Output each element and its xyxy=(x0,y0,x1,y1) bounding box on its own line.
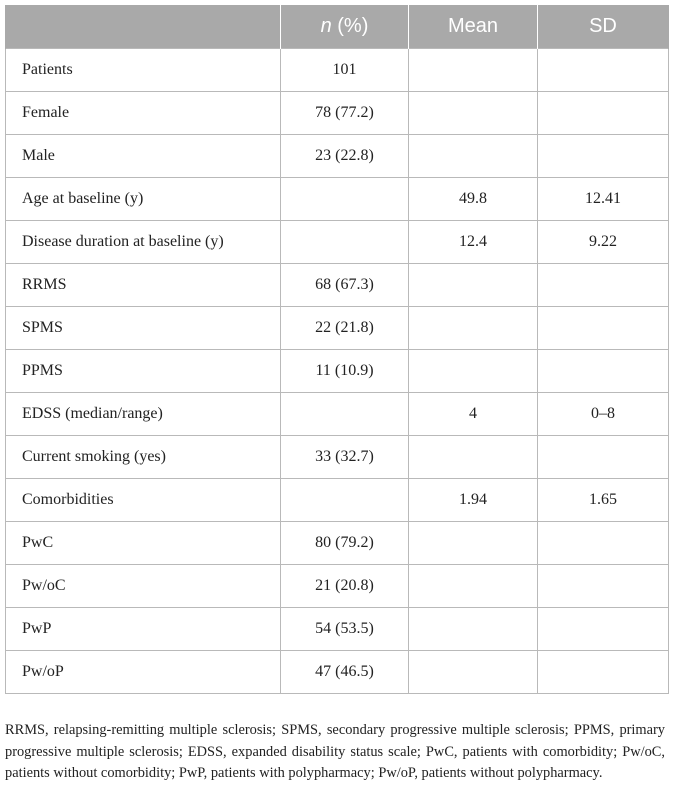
cell-mean: 1.94 xyxy=(409,479,538,522)
cell-mean: 12.4 xyxy=(409,221,538,264)
table-row xyxy=(6,522,669,565)
table-row xyxy=(6,393,669,436)
cell-mean xyxy=(409,651,538,694)
header-n-percent xyxy=(281,5,409,49)
table-header xyxy=(6,5,669,49)
cell-mean: 4 xyxy=(409,393,538,436)
row-label: Comorbidities xyxy=(6,479,281,522)
header-percent: (%) xyxy=(331,15,369,37)
cell-sd: 9.22 xyxy=(538,221,669,264)
row-label: EDSS (median/range) xyxy=(6,393,281,436)
cell-mean xyxy=(409,522,538,565)
cell-sd: 0–8 xyxy=(538,393,669,436)
row-label: SPMS xyxy=(6,307,281,350)
cell-mean xyxy=(409,436,538,479)
table-row xyxy=(6,651,669,694)
cell-sd xyxy=(538,522,669,565)
cell-mean xyxy=(409,264,538,307)
row-label: PPMS xyxy=(6,350,281,393)
cell-sd xyxy=(538,565,669,608)
cell-n: 54 (53.5) xyxy=(281,608,409,651)
cell-n xyxy=(281,221,409,264)
table-row xyxy=(6,307,669,350)
cell-sd: 1.65 xyxy=(538,479,669,522)
cell-mean xyxy=(409,135,538,178)
cell-n: 80 (79.2) xyxy=(281,522,409,565)
cell-mean xyxy=(409,307,538,350)
cell-mean xyxy=(409,608,538,651)
table-row xyxy=(6,92,669,135)
cell-n: 33 (32.7) xyxy=(281,436,409,479)
cell-n: 101 xyxy=(281,49,409,92)
row-label: Pw/oC xyxy=(6,565,281,608)
cell-n xyxy=(281,393,409,436)
patient-characteristics-table xyxy=(5,5,669,694)
cell-sd xyxy=(538,436,669,479)
cell-n: 22 (21.8) xyxy=(281,307,409,350)
cell-mean xyxy=(409,350,538,393)
cell-n: 21 (20.8) xyxy=(281,565,409,608)
cell-sd xyxy=(538,307,669,350)
row-label: Age at baseline (y) xyxy=(6,178,281,221)
row-label: Disease duration at baseline (y) xyxy=(6,221,281,264)
row-label: Male xyxy=(6,135,281,178)
row-label: Pw/oP xyxy=(6,651,281,694)
cell-n xyxy=(281,479,409,522)
cell-n xyxy=(281,178,409,221)
row-label: PwP xyxy=(6,608,281,651)
cell-sd xyxy=(538,135,669,178)
table-row xyxy=(6,135,669,178)
cell-sd xyxy=(538,350,669,393)
header-mean: Mean xyxy=(409,5,538,49)
cell-sd xyxy=(538,264,669,307)
header-n-italic: n xyxy=(320,15,332,37)
cell-sd: 12.41 xyxy=(538,178,669,221)
header-label-column xyxy=(6,5,281,49)
table-row xyxy=(6,178,669,221)
header-row xyxy=(6,5,669,49)
cell-n: 68 (67.3) xyxy=(281,264,409,307)
cell-n: 11 (10.9) xyxy=(281,350,409,393)
cell-sd xyxy=(538,608,669,651)
table-row xyxy=(6,565,669,608)
cell-sd xyxy=(538,651,669,694)
table-row xyxy=(6,350,669,393)
cell-sd xyxy=(538,49,669,92)
table-row xyxy=(6,264,669,307)
row-label: Female xyxy=(6,92,281,135)
cell-mean xyxy=(409,565,538,608)
table-row xyxy=(6,479,669,522)
row-label: Current smoking (yes) xyxy=(6,436,281,479)
header-sd: SD xyxy=(538,5,669,49)
table-body xyxy=(6,49,669,694)
row-label: PwC xyxy=(6,522,281,565)
row-label: Patients xyxy=(6,49,281,92)
row-label: RRMS xyxy=(6,264,281,307)
table-footnote: RRMS, relapsing-remitting multiple sclerosis; SPMS, secondary progressive multiple sclerosis; PPMS, primary progressive multiple sclerosis; EDSS, expanded disability status scale; PwC, patients with comorbidity; Pw/oC, patients without comorbidity; PwP, patients with polypharmacy; Pw/oP, patients without polypharmacy. xyxy=(5,722,665,782)
cell-n: 23 (22.8) xyxy=(281,135,409,178)
table-row xyxy=(6,608,669,651)
cell-mean: 49.8 xyxy=(409,178,538,221)
cell-n: 78 (77.2) xyxy=(281,92,409,135)
cell-mean xyxy=(409,49,538,92)
cell-mean xyxy=(409,92,538,135)
cell-sd xyxy=(538,92,669,135)
cell-n: 47 (46.5) xyxy=(281,651,409,694)
table-row xyxy=(6,436,669,479)
table-row xyxy=(6,49,669,92)
table-row xyxy=(6,221,669,264)
